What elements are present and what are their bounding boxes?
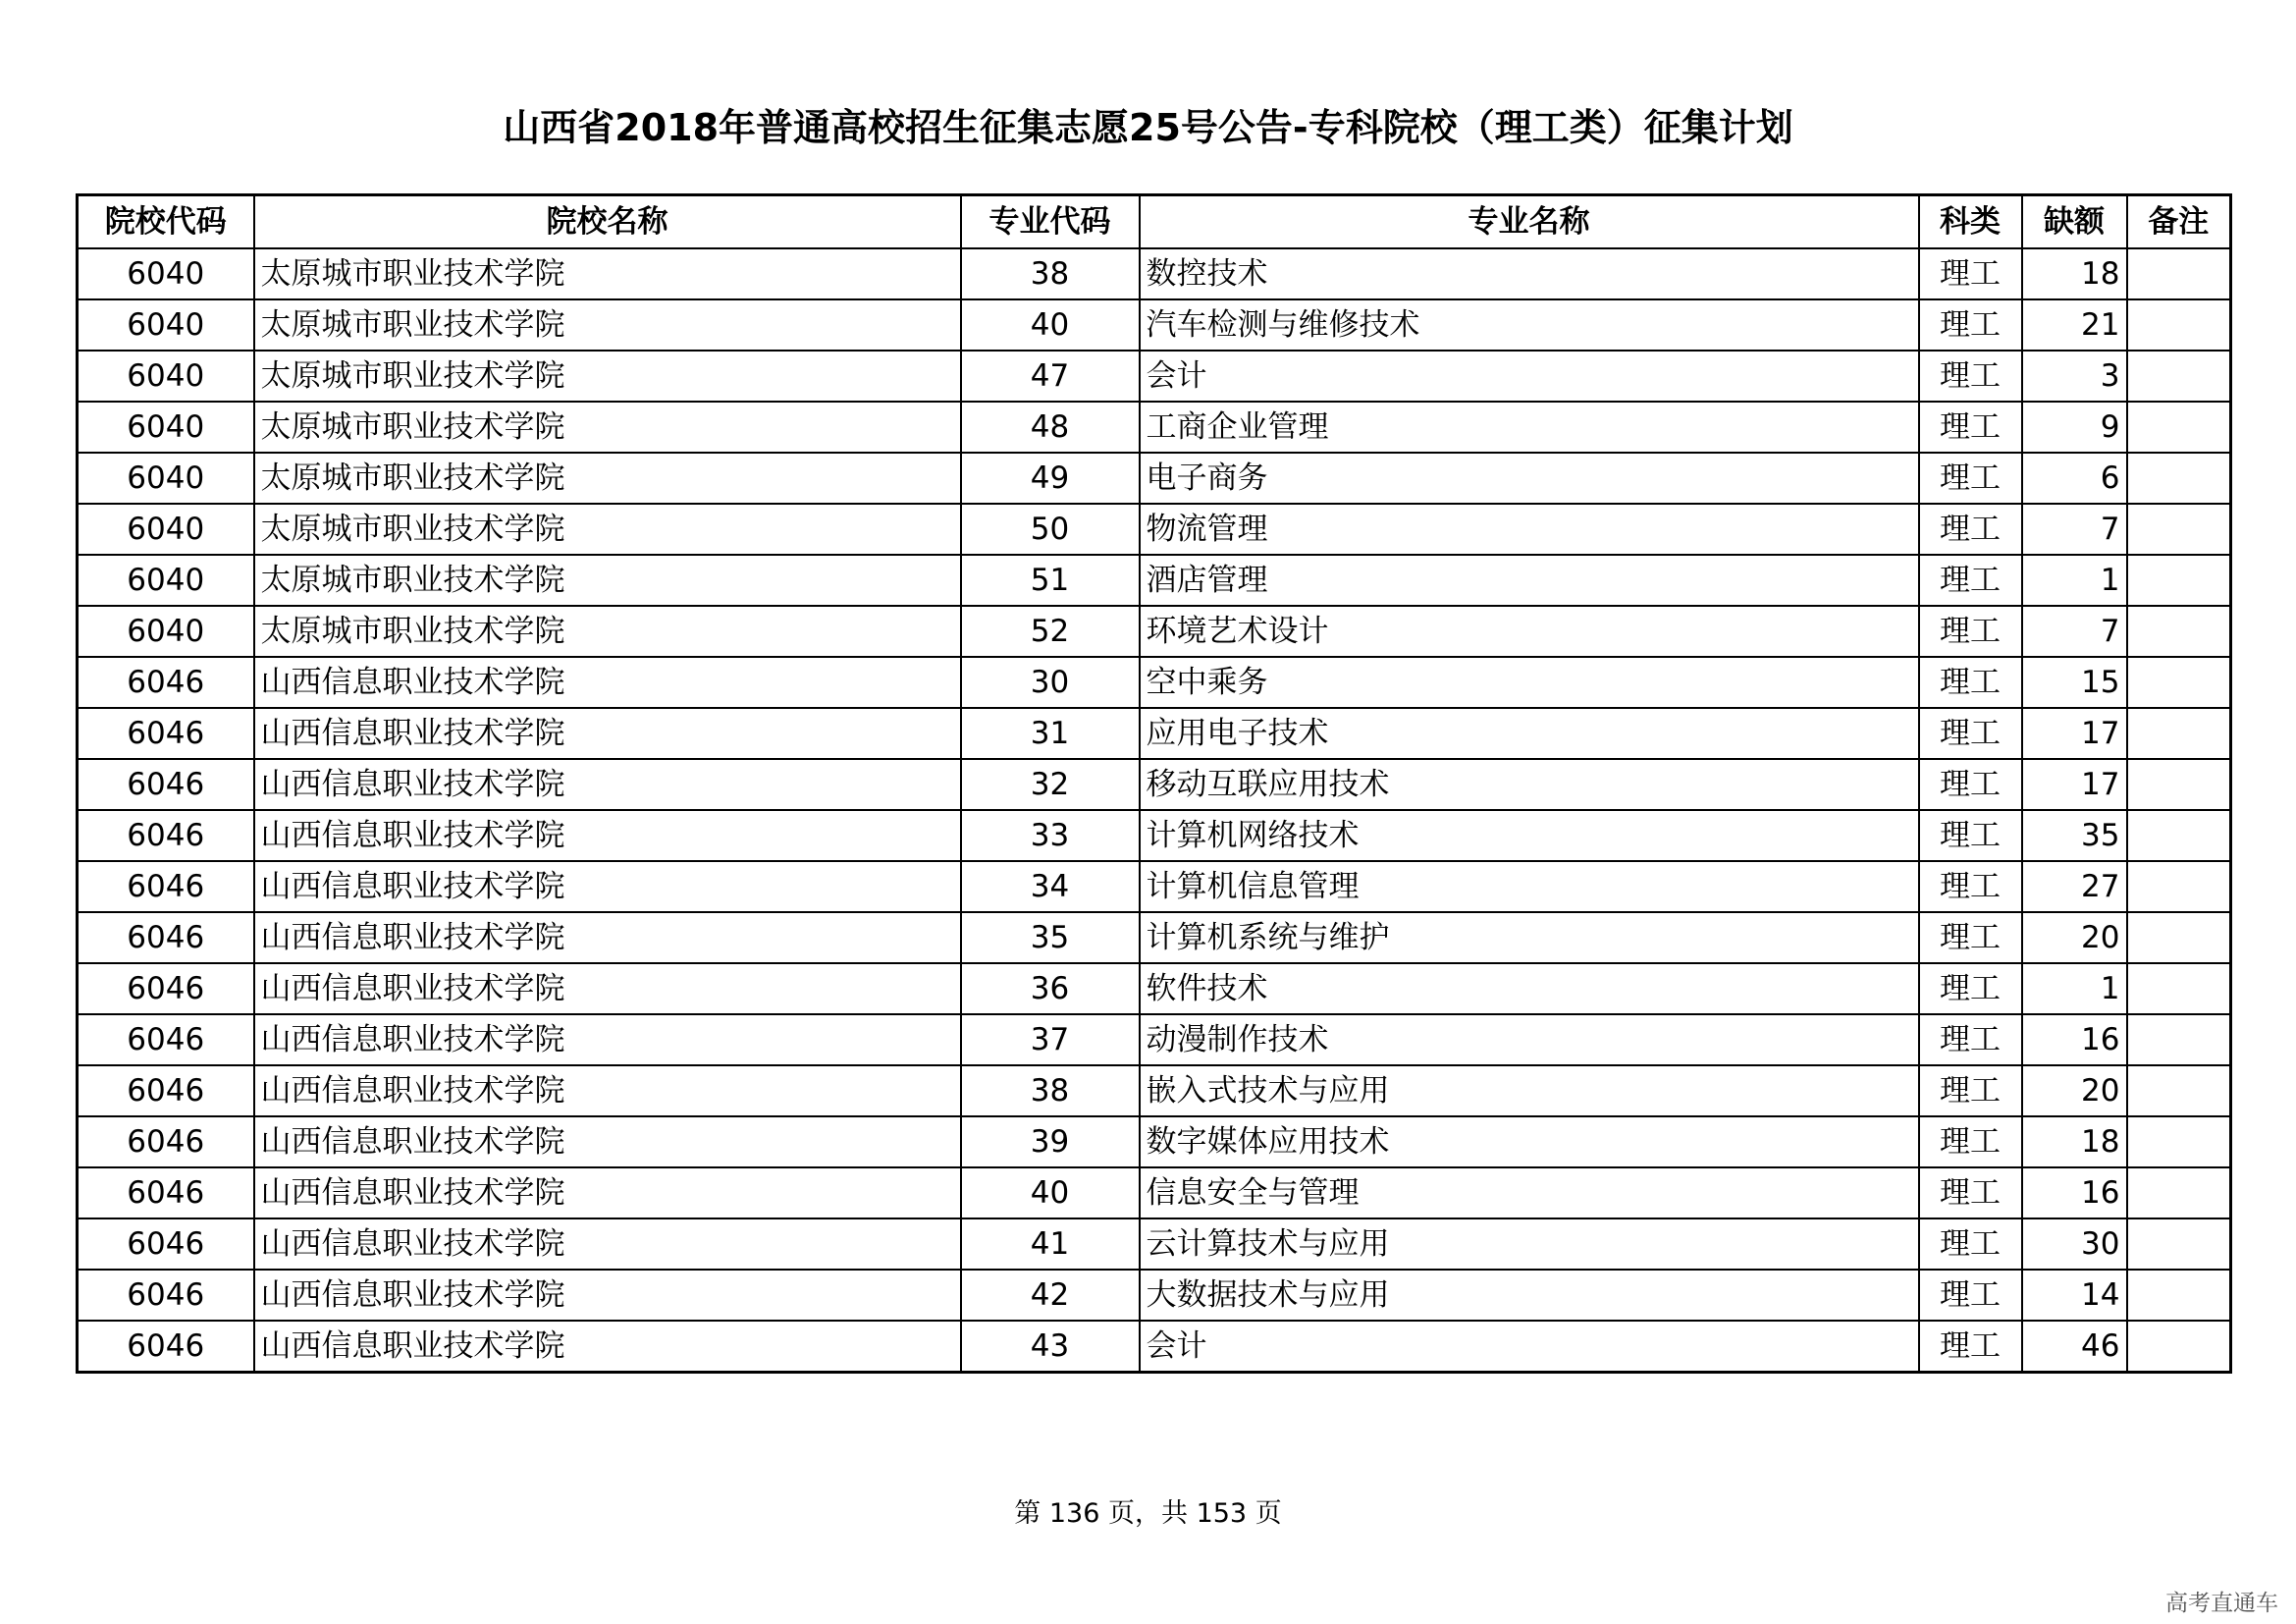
cell-school-code: 6046 bbox=[78, 861, 254, 912]
cell-remarks bbox=[2127, 402, 2231, 453]
cell-category: 理工 bbox=[1919, 351, 2022, 402]
cell-school-name: 太原城市职业技术学院 bbox=[254, 555, 961, 606]
cell-category: 理工 bbox=[1919, 453, 2022, 504]
cell-school-code: 6046 bbox=[78, 1321, 254, 1373]
cell-major-code: 36 bbox=[961, 963, 1140, 1014]
cell-category: 理工 bbox=[1919, 1218, 2022, 1270]
cell-category: 理工 bbox=[1919, 1167, 2022, 1218]
cell-school-code: 6046 bbox=[78, 963, 254, 1014]
cell-category: 理工 bbox=[1919, 299, 2022, 351]
header-major-code: 专业代码 bbox=[961, 195, 1140, 249]
cell-school-code: 6040 bbox=[78, 351, 254, 402]
table-row bbox=[78, 402, 2231, 453]
cell-category: 理工 bbox=[1919, 1270, 2022, 1321]
table-row bbox=[78, 810, 2231, 861]
cell-major-code: 33 bbox=[961, 810, 1140, 861]
table-row bbox=[78, 248, 2231, 299]
cell-remarks bbox=[2127, 351, 2231, 402]
cell-major-name: 空中乘务 bbox=[1140, 657, 1919, 708]
cell-vacancies: 1 bbox=[2022, 555, 2127, 606]
cell-school-code: 6046 bbox=[78, 708, 254, 759]
table-row bbox=[78, 504, 2231, 555]
cell-school-name: 太原城市职业技术学院 bbox=[254, 248, 961, 299]
cell-school-name: 山西信息职业技术学院 bbox=[254, 810, 961, 861]
cell-category: 理工 bbox=[1919, 248, 2022, 299]
header-remarks: 备注 bbox=[2127, 195, 2231, 249]
cell-school-code: 6040 bbox=[78, 504, 254, 555]
cell-major-name: 酒店管理 bbox=[1140, 555, 1919, 606]
cell-school-name: 太原城市职业技术学院 bbox=[254, 606, 961, 657]
table-row bbox=[78, 657, 2231, 708]
cell-remarks bbox=[2127, 657, 2231, 708]
cell-major-name: 移动互联应用技术 bbox=[1140, 759, 1919, 810]
cell-category: 理工 bbox=[1919, 759, 2022, 810]
cell-vacancies: 16 bbox=[2022, 1167, 2127, 1218]
table-row bbox=[78, 1116, 2231, 1167]
cell-vacancies: 3 bbox=[2022, 351, 2127, 402]
cell-major-name: 计算机信息管理 bbox=[1140, 861, 1919, 912]
cell-school-name: 山西信息职业技术学院 bbox=[254, 963, 961, 1014]
table-row bbox=[78, 912, 2231, 963]
cell-vacancies: 18 bbox=[2022, 1116, 2127, 1167]
page-number: 第 136 页，共 153 页 bbox=[1014, 1498, 1282, 1529]
cell-major-code: 38 bbox=[961, 1065, 1140, 1116]
cell-major-code: 50 bbox=[961, 504, 1140, 555]
table-row bbox=[78, 963, 2231, 1014]
cell-major-name: 环境艺术设计 bbox=[1140, 606, 1919, 657]
cell-vacancies: 46 bbox=[2022, 1321, 2127, 1373]
cell-remarks bbox=[2127, 555, 2231, 606]
cell-major-code: 40 bbox=[961, 1167, 1140, 1218]
cell-category: 理工 bbox=[1919, 708, 2022, 759]
cell-category: 理工 bbox=[1919, 402, 2022, 453]
cell-school-name: 山西信息职业技术学院 bbox=[254, 1014, 961, 1065]
cell-major-code: 41 bbox=[961, 1218, 1140, 1270]
cell-school-name: 太原城市职业技术学院 bbox=[254, 453, 961, 504]
cell-major-code: 32 bbox=[961, 759, 1140, 810]
cell-major-name: 信息安全与管理 bbox=[1140, 1167, 1919, 1218]
cell-major-name: 会计 bbox=[1140, 351, 1919, 402]
cell-remarks bbox=[2127, 1116, 2231, 1167]
cell-school-name: 太原城市职业技术学院 bbox=[254, 402, 961, 453]
cell-major-code: 49 bbox=[961, 453, 1140, 504]
cell-major-name: 数控技术 bbox=[1140, 248, 1919, 299]
cell-major-name: 动漫制作技术 bbox=[1140, 1014, 1919, 1065]
cell-vacancies: 15 bbox=[2022, 657, 2127, 708]
cell-school-name: 山西信息职业技术学院 bbox=[254, 1321, 961, 1373]
table-row bbox=[78, 555, 2231, 606]
cell-vacancies: 7 bbox=[2022, 606, 2127, 657]
cell-major-code: 43 bbox=[961, 1321, 1140, 1373]
cell-major-code: 40 bbox=[961, 299, 1140, 351]
cell-major-name: 云计算技术与应用 bbox=[1140, 1218, 1919, 1270]
cell-school-name: 山西信息职业技术学院 bbox=[254, 708, 961, 759]
cell-school-name: 太原城市职业技术学院 bbox=[254, 299, 961, 351]
cell-major-code: 48 bbox=[961, 402, 1140, 453]
cell-major-code: 34 bbox=[961, 861, 1140, 912]
cell-remarks bbox=[2127, 1014, 2231, 1065]
header-school-name: 院校名称 bbox=[254, 195, 961, 249]
cell-major-name: 计算机系统与维护 bbox=[1140, 912, 1919, 963]
cell-vacancies: 7 bbox=[2022, 504, 2127, 555]
cell-remarks bbox=[2127, 810, 2231, 861]
cell-major-code: 30 bbox=[961, 657, 1140, 708]
cell-remarks bbox=[2127, 1218, 2231, 1270]
header-category: 科类 bbox=[1919, 195, 2022, 249]
header-major-name: 专业名称 bbox=[1140, 195, 1919, 249]
cell-remarks bbox=[2127, 1321, 2231, 1373]
cell-major-name: 嵌入式技术与应用 bbox=[1140, 1065, 1919, 1116]
cell-remarks bbox=[2127, 1270, 2231, 1321]
cell-major-code: 39 bbox=[961, 1116, 1140, 1167]
cell-major-code: 38 bbox=[961, 248, 1140, 299]
cell-category: 理工 bbox=[1919, 1065, 2022, 1116]
cell-school-code: 6046 bbox=[78, 657, 254, 708]
cell-category: 理工 bbox=[1919, 810, 2022, 861]
cell-school-name: 山西信息职业技术学院 bbox=[254, 1167, 961, 1218]
cell-major-code: 52 bbox=[961, 606, 1140, 657]
cell-major-name: 电子商务 bbox=[1140, 453, 1919, 504]
cell-remarks bbox=[2127, 912, 2231, 963]
cell-major-code: 37 bbox=[961, 1014, 1140, 1065]
cell-vacancies: 6 bbox=[2022, 453, 2127, 504]
cell-major-name: 物流管理 bbox=[1140, 504, 1919, 555]
cell-major-name: 计算机网络技术 bbox=[1140, 810, 1919, 861]
cell-remarks bbox=[2127, 759, 2231, 810]
table-header-row bbox=[78, 195, 2231, 249]
cell-remarks bbox=[2127, 606, 2231, 657]
cell-school-name: 山西信息职业技术学院 bbox=[254, 1218, 961, 1270]
cell-school-code: 6046 bbox=[78, 1116, 254, 1167]
table-row bbox=[78, 708, 2231, 759]
table-row bbox=[78, 759, 2231, 810]
cell-school-name: 山西信息职业技术学院 bbox=[254, 759, 961, 810]
cell-school-name: 山西信息职业技术学院 bbox=[254, 912, 961, 963]
cell-major-code: 47 bbox=[961, 351, 1140, 402]
table-row bbox=[78, 1270, 2231, 1321]
cell-school-code: 6040 bbox=[78, 453, 254, 504]
cell-major-name: 会计 bbox=[1140, 1321, 1919, 1373]
cell-major-code: 42 bbox=[961, 1270, 1140, 1321]
table-row bbox=[78, 299, 2231, 351]
watermark-text: 高考直通车 bbox=[2165, 1591, 2278, 1616]
cell-school-code: 6040 bbox=[78, 299, 254, 351]
cell-remarks bbox=[2127, 453, 2231, 504]
cell-school-code: 6040 bbox=[78, 555, 254, 606]
cell-category: 理工 bbox=[1919, 912, 2022, 963]
cell-vacancies: 18 bbox=[2022, 248, 2127, 299]
table-row bbox=[78, 1321, 2231, 1373]
cell-school-name: 太原城市职业技术学院 bbox=[254, 351, 961, 402]
cell-remarks bbox=[2127, 1167, 2231, 1218]
table-row bbox=[78, 861, 2231, 912]
table-row bbox=[78, 351, 2231, 402]
cell-vacancies: 20 bbox=[2022, 1065, 2127, 1116]
cell-school-code: 6046 bbox=[78, 1270, 254, 1321]
cell-vacancies: 17 bbox=[2022, 708, 2127, 759]
cell-school-code: 6046 bbox=[78, 1167, 254, 1218]
cell-major-code: 31 bbox=[961, 708, 1140, 759]
cell-vacancies: 16 bbox=[2022, 1014, 2127, 1065]
cell-remarks bbox=[2127, 299, 2231, 351]
cell-category: 理工 bbox=[1919, 657, 2022, 708]
cell-vacancies: 20 bbox=[2022, 912, 2127, 963]
cell-vacancies: 21 bbox=[2022, 299, 2127, 351]
cell-major-code: 51 bbox=[961, 555, 1140, 606]
cell-school-name: 山西信息职业技术学院 bbox=[254, 1065, 961, 1116]
cell-vacancies: 1 bbox=[2022, 963, 2127, 1014]
cell-school-code: 6046 bbox=[78, 759, 254, 810]
table-row bbox=[78, 1167, 2231, 1218]
cell-school-code: 6046 bbox=[78, 1218, 254, 1270]
cell-major-name: 软件技术 bbox=[1140, 963, 1919, 1014]
table-row bbox=[78, 606, 2231, 657]
cell-category: 理工 bbox=[1919, 555, 2022, 606]
cell-school-code: 6046 bbox=[78, 810, 254, 861]
cell-remarks bbox=[2127, 708, 2231, 759]
cell-vacancies: 30 bbox=[2022, 1218, 2127, 1270]
cell-vacancies: 14 bbox=[2022, 1270, 2127, 1321]
cell-remarks bbox=[2127, 1065, 2231, 1116]
cell-school-code: 6046 bbox=[78, 1014, 254, 1065]
cell-school-code: 6046 bbox=[78, 912, 254, 963]
table-row bbox=[78, 1065, 2231, 1116]
header-school-code: 院校代码 bbox=[78, 195, 254, 249]
header-vacancies: 缺额 bbox=[2022, 195, 2127, 249]
cell-category: 理工 bbox=[1919, 861, 2022, 912]
cell-major-name: 工商企业管理 bbox=[1140, 402, 1919, 453]
table-row bbox=[78, 453, 2231, 504]
cell-school-name: 山西信息职业技术学院 bbox=[254, 1270, 961, 1321]
cell-major-name: 汽车检测与维修技术 bbox=[1140, 299, 1919, 351]
cell-school-code: 6040 bbox=[78, 248, 254, 299]
cell-category: 理工 bbox=[1919, 504, 2022, 555]
cell-vacancies: 9 bbox=[2022, 402, 2127, 453]
document-title: 山西省2018年普通高校招生征集志愿25号公告-专科院校（理工类）征集计划 bbox=[503, 106, 1793, 149]
cell-category: 理工 bbox=[1919, 606, 2022, 657]
cell-major-name: 大数据技术与应用 bbox=[1140, 1270, 1919, 1321]
cell-remarks bbox=[2127, 504, 2231, 555]
cell-category: 理工 bbox=[1919, 1116, 2022, 1167]
cell-vacancies: 27 bbox=[2022, 861, 2127, 912]
cell-vacancies: 35 bbox=[2022, 810, 2127, 861]
cell-remarks bbox=[2127, 248, 2231, 299]
cell-major-name: 数字媒体应用技术 bbox=[1140, 1116, 1919, 1167]
table-row bbox=[78, 1218, 2231, 1270]
cell-vacancies: 17 bbox=[2022, 759, 2127, 810]
cell-school-code: 6040 bbox=[78, 402, 254, 453]
cell-major-name: 应用电子技术 bbox=[1140, 708, 1919, 759]
cell-school-name: 山西信息职业技术学院 bbox=[254, 1116, 961, 1167]
table-row bbox=[78, 1014, 2231, 1065]
table-body bbox=[78, 248, 2231, 1373]
enrollment-plan-table bbox=[76, 193, 2232, 1374]
cell-school-name: 山西信息职业技术学院 bbox=[254, 861, 961, 912]
cell-category: 理工 bbox=[1919, 1014, 2022, 1065]
cell-school-name: 山西信息职业技术学院 bbox=[254, 657, 961, 708]
cell-remarks bbox=[2127, 861, 2231, 912]
cell-school-code: 6046 bbox=[78, 1065, 254, 1116]
cell-school-code: 6040 bbox=[78, 606, 254, 657]
cell-remarks bbox=[2127, 963, 2231, 1014]
cell-category: 理工 bbox=[1919, 1321, 2022, 1373]
cell-category: 理工 bbox=[1919, 963, 2022, 1014]
cell-school-name: 太原城市职业技术学院 bbox=[254, 504, 961, 555]
cell-major-code: 35 bbox=[961, 912, 1140, 963]
